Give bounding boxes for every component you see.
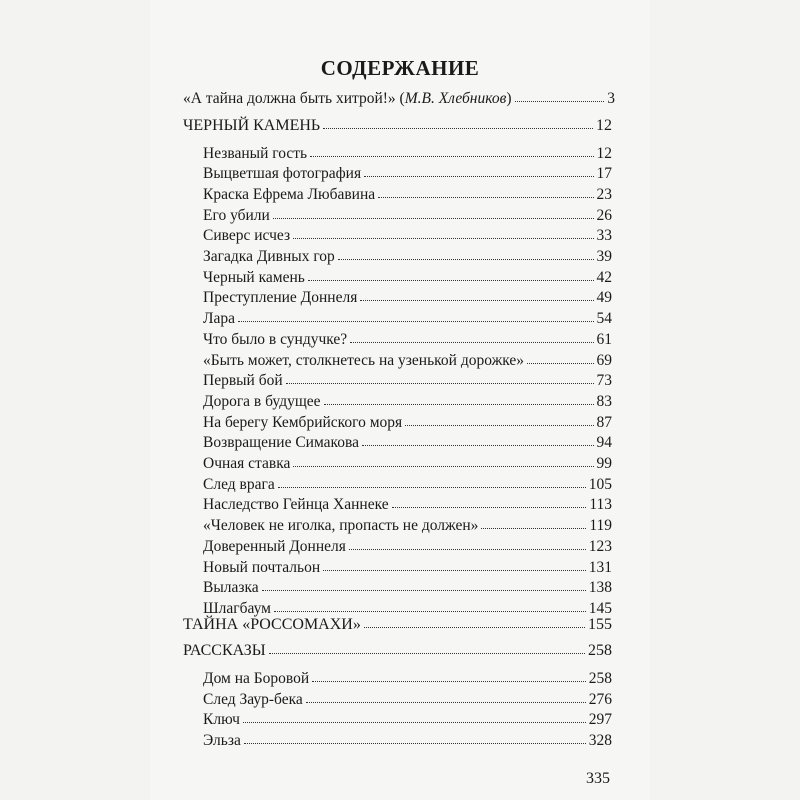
- toc-entry-page: 276: [588, 690, 612, 708]
- toc-section-page: 258: [588, 642, 612, 659]
- leader-dots: [364, 626, 585, 628]
- toc-entry-label: Что было в сундучке?: [203, 330, 348, 348]
- leader-dots: [362, 444, 593, 446]
- toc-entry-page: 39: [596, 248, 612, 265]
- leader-dots: [378, 196, 593, 198]
- leader-dots: [310, 155, 593, 157]
- toc-entry-page: 83: [596, 392, 612, 410]
- toc-entry-label: Загадка Дивных гор: [203, 248, 335, 265]
- toc-entry-label: Ключ: [203, 711, 240, 729]
- toc-section-1: [183, 117, 612, 135]
- toc-entry: [203, 331, 612, 349]
- leader-dots: [364, 175, 593, 177]
- toc-section-label: ЧЕРНЫЙ КАМЕНЬ: [183, 117, 321, 134]
- toc-entry-page: 3: [607, 90, 615, 107]
- leader-dots: [244, 742, 586, 744]
- toc-entry-page: 42: [596, 268, 612, 286]
- toc-entry-page: 145: [588, 599, 612, 617]
- toc-entry-page: 12: [596, 144, 612, 162]
- toc-entry-label: Дом на Боровой: [203, 670, 310, 687]
- toc-entry: [203, 455, 612, 473]
- leader-dots: [274, 610, 586, 612]
- toc-entry-page: 105: [588, 475, 612, 493]
- toc-entry: [203, 559, 612, 577]
- leader-dots: [273, 217, 594, 219]
- leader-dots: [278, 486, 586, 488]
- leader-dots: [269, 652, 585, 654]
- leader-dots: [293, 237, 593, 239]
- toc-entry-label: Выцветшая фотография: [203, 165, 362, 183]
- toc-entry-page: 49: [596, 289, 612, 307]
- toc-entry-page: 297: [588, 711, 612, 729]
- toc-entry: [203, 496, 612, 514]
- toc-entry: [203, 165, 612, 183]
- toc-entry: [203, 691, 612, 709]
- leader-dots: [238, 320, 593, 322]
- toc-section-page: 155: [588, 616, 612, 633]
- toc-entry-label: Наследство Гейнца Ханнеке: [203, 496, 389, 514]
- leader-dots: [324, 403, 594, 405]
- toc-entry: [203, 289, 612, 307]
- toc-entry-label: «Человек не иголка, пропасть не должен»: [203, 517, 479, 535]
- toc-entry-label: Первый бой: [203, 372, 283, 390]
- toc-entry-page: 119: [589, 517, 612, 535]
- toc-entry: [203, 434, 612, 452]
- toc-entry-page: 17: [596, 165, 612, 183]
- toc-entry: [203, 732, 612, 750]
- toc-entry-label: Черный камень: [203, 268, 305, 286]
- toc-entry: [203, 310, 612, 328]
- toc-entry-page: 131: [588, 558, 612, 576]
- toc-entry: [203, 670, 612, 688]
- toc-entry-page: 33: [596, 227, 612, 245]
- page-number: 335: [586, 770, 610, 787]
- toc-entry-page: 138: [588, 579, 612, 597]
- toc-entry: [203, 414, 612, 432]
- toc-entry-label: Вылазка: [203, 579, 259, 597]
- toc-entry-label: Лара: [203, 310, 236, 328]
- toc-entry-page: 73: [596, 372, 612, 390]
- leader-dots: [392, 506, 587, 508]
- toc-entry-label: Возвращение Симакова: [203, 434, 360, 452]
- leader-dots: [286, 382, 594, 384]
- toc-entry-intro: [183, 90, 615, 108]
- toc-entry-page: 99: [596, 455, 612, 472]
- toc-entry: [203, 269, 612, 287]
- toc-section-label: ТАЙНА «РОССОМАХИ»: [183, 616, 361, 633]
- toc-entry-page: 23: [596, 185, 612, 203]
- toc-entry: [203, 517, 612, 535]
- toc-entry-label: «Быть может, столкнетесь на узенькой дорожке»: [203, 351, 525, 369]
- toc-entry: [203, 372, 612, 390]
- toc-entry: [203, 579, 612, 597]
- toc-entry: [203, 476, 612, 494]
- toc-entry: [203, 186, 612, 204]
- toc-section-page: 12: [596, 117, 612, 134]
- toc-entry-page: 328: [588, 732, 612, 750]
- toc-entry-label: Дорога в будущее: [203, 392, 321, 410]
- toc-entry-label: На берегу Кембрийского моря: [203, 413, 403, 431]
- toc-entry-label: Доверенный Доннеля: [203, 537, 346, 555]
- toc-entry-label: Эльза: [203, 732, 241, 750]
- toc-entry-page: 94: [596, 434, 612, 452]
- leader-dots: [360, 299, 593, 301]
- toc-entry: [203, 393, 612, 411]
- toc-entry-page: 54: [596, 310, 612, 328]
- page-title: СОДЕРЖАНИЕ: [320, 56, 480, 80]
- toc-entry: [203, 145, 612, 163]
- toc-entry-page: 87: [596, 413, 612, 431]
- toc-section-3: [183, 642, 612, 660]
- leader-dots: [350, 341, 593, 343]
- toc-entry-label: Преступление Доннеля: [203, 289, 358, 307]
- toc-entry: [203, 352, 612, 370]
- toc-section-label: РАССКАЗЫ: [183, 642, 266, 659]
- leader-dots: [293, 465, 593, 467]
- toc-entry-page: 113: [589, 496, 612, 514]
- toc-entry: [203, 248, 612, 266]
- leader-dots: [306, 701, 586, 703]
- toc-entry-label: Его убили: [203, 206, 270, 224]
- toc-entry-label: След Заур-бека: [203, 690, 303, 708]
- leader-dots: [262, 589, 586, 591]
- leader-dots: [308, 279, 594, 281]
- toc-section-2: [183, 616, 612, 634]
- toc-entry-label: Незваный гость: [203, 144, 308, 162]
- leader-dots: [243, 721, 586, 723]
- toc-entry-page: 26: [596, 206, 612, 224]
- toc-entry: [203, 538, 612, 556]
- leader-dots: [527, 362, 593, 364]
- toc-entry-label: Новый почтальон: [203, 558, 321, 576]
- toc-entry-page: 69: [596, 351, 612, 369]
- toc-entry: [203, 207, 612, 225]
- leader-dots: [312, 680, 586, 682]
- toc-entry-label: Сиверс исчез: [203, 227, 291, 245]
- leader-dots: [323, 127, 593, 129]
- toc-entry-label: Шлагбаум: [203, 599, 271, 617]
- leader-dots: [515, 100, 605, 102]
- toc-entry-page: 61: [596, 330, 612, 348]
- leader-dots: [405, 424, 593, 426]
- toc-entry: [203, 711, 612, 729]
- leader-dots: [349, 548, 586, 550]
- toc-entry-page: 258: [588, 670, 612, 687]
- toc-entry-label: След врага: [203, 475, 275, 493]
- leader-dots: [481, 527, 586, 529]
- toc-entry: [203, 227, 612, 245]
- leader-dots: [323, 569, 586, 571]
- toc-entry-label: Очная ставка: [203, 455, 291, 472]
- toc-entry-page: 123: [588, 537, 612, 555]
- toc-entry-label: «А тайна должна быть хитрой!» (М.В. Хлебников): [183, 90, 512, 107]
- leader-dots: [338, 258, 594, 260]
- toc-entry-label: Краска Ефрема Любавина: [203, 185, 376, 203]
